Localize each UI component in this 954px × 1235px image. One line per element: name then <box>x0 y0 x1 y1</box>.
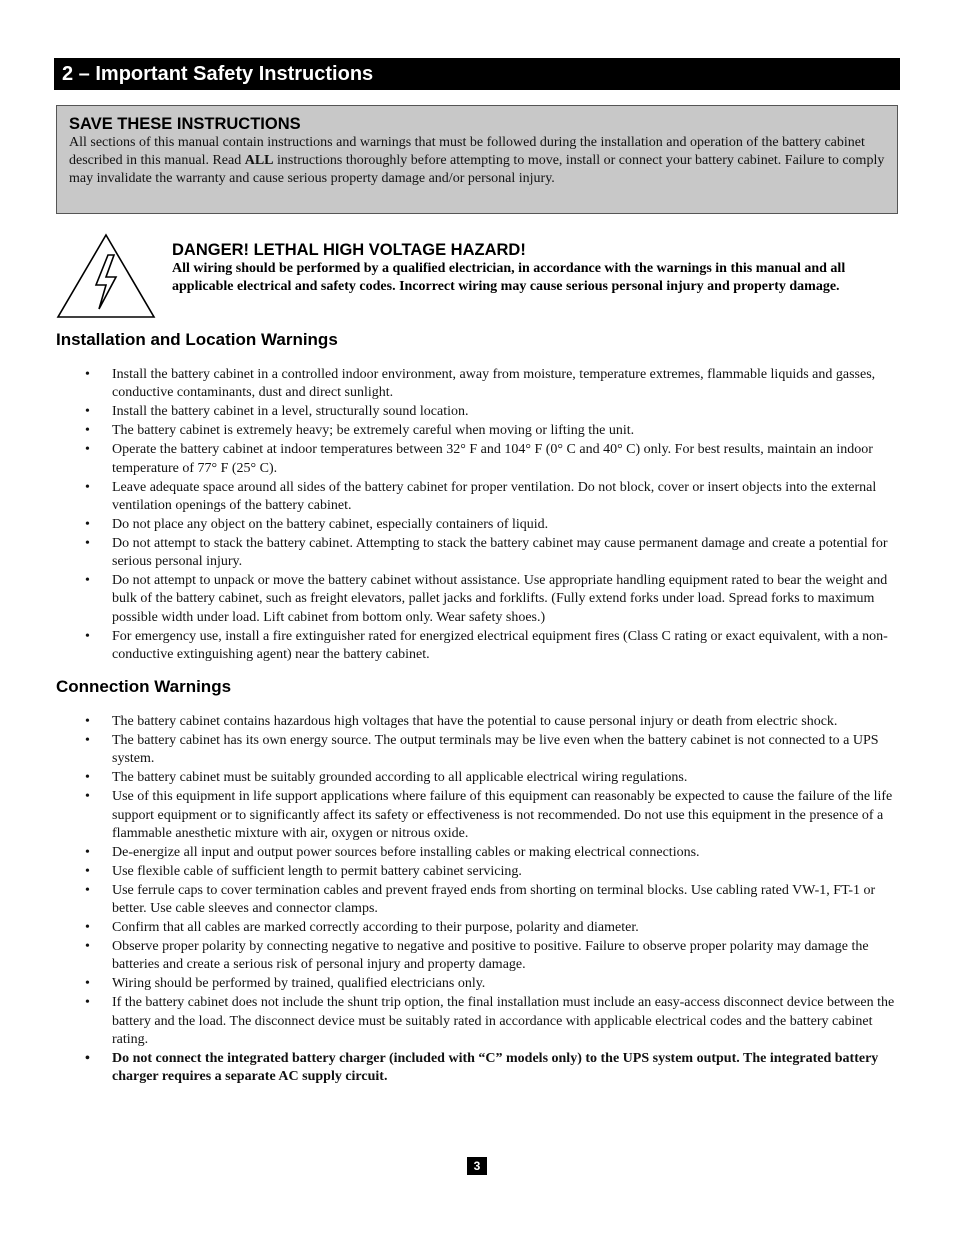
list-item: • Observe proper polarity by connecting negative to negative and positive to positive. Failure to observe proper polarity may damage the batteries and create a serious risk of personal injury and property damage. <box>112 938 902 974</box>
list-item: • Use flexible cable of sufficient length to permit battery cabinet servicing. <box>112 863 902 881</box>
list-item: • Leave adequate space around all sides of the battery cabinet for proper ventilation. Do not block, cover or insert objects into the external ventilation openings of the battery cabinet. <box>112 479 902 515</box>
list-item: • De-energize all input and output power sources before installing cables or making electrical connections. <box>112 844 902 862</box>
danger-warning <box>172 240 898 296</box>
list-item: • Install the battery cabinet in a controlled indoor environment, away from moisture, temperature extremes, flammable liquids and gasses, conductive contaminants, dust and direct sunlight. <box>112 366 902 402</box>
connection-warnings-list <box>112 713 902 1087</box>
list-item: • If the battery cabinet does not include the shunt trip option, the final installation must include an easy-access disconnect device between the battery and the load. The disconnect device must be suitably rated in accordance with applicable electrical codes and the battery cabinet rating. <box>112 994 902 1049</box>
installation-warnings-list <box>112 366 902 665</box>
installation-heading: Installation and Location Warnings <box>56 330 338 349</box>
list-item: • Confirm that all cables are marked correctly according to their purpose, polarity and diameter. <box>112 919 902 937</box>
high-voltage-warning-icon <box>56 233 156 319</box>
list-item: • Do not place any object on the battery cabinet, especially containers of liquid. <box>112 516 902 534</box>
list-item: • Install the battery cabinet in a level, structurally sound location. <box>112 403 902 421</box>
save-instructions-body <box>69 134 885 188</box>
list-item: • The battery cabinet has its own energy source. The output terminals may be live even when the battery cabinet is not connected to a UPS system. <box>112 732 902 768</box>
list-item: • For emergency use, install a fire extinguisher rated for energized electrical equipment fires (Class C rating or exact equivalent, with a non-conductive extinguishing agent) near the battery cabinet. <box>112 628 902 664</box>
page-number: 3 <box>467 1157 487 1175</box>
list-item: • The battery cabinet contains hazardous high voltages that have the potential to cause personal injury or death from electric shock. <box>112 713 902 731</box>
save-body-part1: All sections of this manual contain instructions and warnings that must be followed during the installation and operation of the battery cabinet described in this manual. Read <box>69 135 865 168</box>
danger-heading: DANGER! LETHAL HIGH VOLTAGE HAZARD! <box>172 241 526 259</box>
list-item: • Do not connect the integrated battery charger (included with “C” models only) to the UPS system output. The integrated battery charger requires a separate AC supply circuit. <box>112 1050 902 1086</box>
list-item: • Use of this equipment in life support applications where failure of this equipment can reasonably be expected to cause the failure of the life support equipment or to significantly affect its safety or effectiveness is not recommended. Do not use this equipment in the presence of a flammable anesthetic mixture with air, oxygen or nitrous oxide. <box>112 788 902 843</box>
list-item: • The battery cabinet must be suitably grounded according to all applicable electrical wiring regulations. <box>112 769 902 787</box>
list-item: • Use ferrule caps to cover termination cables and prevent frayed ends from shorting on terminal blocks. Use cabling rated VW-1, FT-1 or better. Use cable sleeves and connector clamps. <box>112 882 902 918</box>
save-instructions-box <box>56 105 898 214</box>
list-item: • Operate the battery cabinet at indoor temperatures between 32° F and 104° F (0° C and 40° C) only. For best results, maintain an indoor temperature of 77° F (25° C). <box>112 441 902 477</box>
save-body-emphasis: ALL <box>244 153 274 168</box>
section-title-bar: 2 – Important Safety Instructions <box>54 58 900 90</box>
list-item: • Do not attempt to unpack or move the battery cabinet without assistance. Use appropriate handling equipment rated to bear the weight and bulk of the battery cabinet, such as freight elevators, pallet jacks and forklifts. (Fully extend forks under load. Spread forks to maximum possible width under load. Lift cabinet from bottom only. Wear safety shoes.) <box>112 572 902 627</box>
save-instructions-heading: SAVE THESE INSTRUCTIONS <box>69 115 301 133</box>
connection-heading: Connection Warnings <box>56 677 232 696</box>
danger-body: All wiring should be performed by a qualified electrician, in accordance with the warnings in this manual and all applicable electrical and safety codes. Incorrect wiring may cause serious personal injury and property damage. <box>172 261 846 294</box>
list-item: • Wiring should be performed by trained, qualified electricians only. <box>112 975 902 993</box>
list-item: • Do not attempt to stack the battery cabinet. Attempting to stack the battery cabinet may cause permanent damage and create a potential for serious personal injury. <box>112 535 902 571</box>
save-body-part2: instructions thoroughly before attempting to move, install or connect your battery cabinet. Failure to comply may invalidate the warranty and cause serious property damage and/or personal injury. <box>69 153 885 186</box>
list-item: • The battery cabinet is extremely heavy; be extremely careful when moving or lifting the unit. <box>112 422 902 440</box>
